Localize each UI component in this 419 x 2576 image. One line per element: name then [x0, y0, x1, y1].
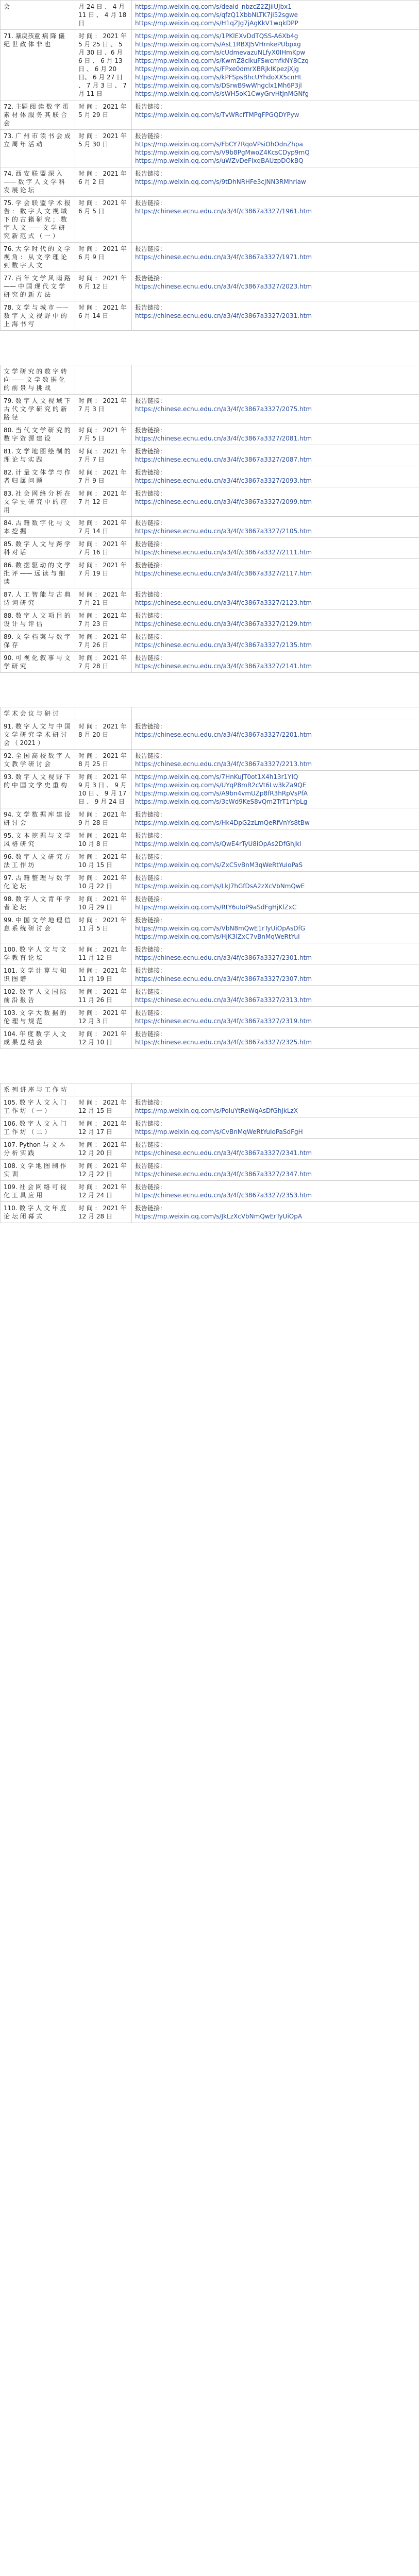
link-cell — [132, 1117, 419, 1139]
event-time: 时 间 ： 2021 年 7 月 26 日 — [75, 631, 132, 652]
event-title: 83. 社 会 网 络 分 析 在 文 学 史 研 究 中 的 应 用 — [1, 487, 75, 517]
report-link[interactable]: https://mp.weixin.qq.com/s/DSrwB9wWhgclx1Mh6P3jl — [135, 82, 302, 89]
event-title: 87. 人 工 智 能 与 古 典 诗 词 研 究 — [1, 588, 75, 609]
link-label: 报告链接： — [135, 874, 166, 882]
event-time: 时 间 ： 2021 年 8 月 25 日 — [75, 750, 132, 771]
event-time: 时 间 ： 2021 年 12 月 15 日 — [75, 1096, 132, 1117]
report-link[interactable]: https://mp.weixin.qq.com/s/A9bn4vmUZp8fR3hRpVsPfA — [135, 790, 308, 797]
event-time: 月 24 日 、 4 月 11 日 、 4 月 18 日 — [75, 1, 132, 30]
event-title: 80. 当 代 文 学 研 究 的 数 字 资 源 建 设 — [1, 424, 75, 445]
link-cell — [132, 943, 419, 964]
table-row — [1, 1160, 419, 1181]
table-row — [1, 130, 419, 167]
gap-cell — [1, 1049, 419, 1083]
table-row — [1, 750, 419, 771]
link-label: 报告链接： — [135, 1120, 166, 1127]
link-cell — [132, 1139, 419, 1160]
link-label: 报告链接： — [135, 490, 166, 497]
report-link[interactable]: https://chinese.ecnu.edu.cn/a3/4f/c3867a3327/2313.htm — [135, 996, 312, 1004]
event-time: 时 间 ： 2021 年 10 月 8 日 — [75, 829, 132, 851]
link-label: 报告链接： — [135, 811, 166, 818]
event-title: 73. 广 州 市 读 书 会 成 立 周 年 活 动 — [1, 130, 75, 167]
event-title: 104. 年 度 数 字 人 文 成 果 总 结 会 — [1, 1028, 75, 1049]
link-label: 报告链接： — [135, 853, 166, 860]
link-label: 报告链接： — [135, 1141, 166, 1148]
link-cell — [132, 167, 419, 197]
event-time: 时 间 ： 2021 年 7 月 19 日 — [75, 559, 132, 588]
report-link[interactable]: https://mp.weixin.qq.com/s/FbCY7RqoVPsiOhOdnZhpa — [135, 141, 303, 148]
table-row — [1, 720, 419, 750]
event-time: 时 间 ： 2021 年 7 月 12 日 — [75, 487, 132, 517]
link-cell — [132, 771, 419, 808]
event-title: 78. 文 学 与 城 市 —— 数 字 人 文 视 野 中 的 上 海 书 写 — [1, 301, 75, 331]
event-time: 时 间 ： 2021 年 11 月 19 日 — [75, 964, 132, 986]
report-link[interactable]: https://chinese.ecnu.edu.cn/a3/4f/c3867a3327/2117.htm — [135, 570, 312, 577]
event-title: 89. 文 学 档 案 与 数 字 保 存 — [1, 631, 75, 652]
link-cell — [132, 1028, 419, 1049]
table-row — [1, 559, 419, 588]
event-time: 时 间 ： 2021 年 7 月 14 日 — [75, 517, 132, 538]
link-label: 报告链接： — [135, 170, 166, 177]
report-link[interactable]: https://chinese.ecnu.edu.cn/a3/4f/c3867a3327/2319.htm — [135, 1018, 312, 1025]
report-link[interactable]: https://chinese.ecnu.edu.cn/a3/4f/c3867a3327/2023.htm — [135, 283, 312, 290]
table-row — [1, 365, 419, 395]
report-link[interactable]: https://mp.weixin.qq.com/s/QwE4rTyU8iOpAs2DfGhJkl — [135, 840, 301, 848]
report-link[interactable]: https://mp.weixin.qq.com/s/1PKlEXvDdTQSS-A6Xb4g — [135, 32, 298, 40]
event-time: 时 间 ： 2021 年 5 月 29 日 — [75, 100, 132, 130]
event-title: 92. 全 国 高 校 数 字 人 文 教 学 研 讨 会 — [1, 750, 75, 771]
event-time: 时 间 ： 2021 年 6 月 9 日 — [75, 243, 132, 272]
table-row — [1, 964, 419, 986]
report-link[interactable]: https://chinese.ecnu.edu.cn/a3/4f/c3867a3327/2347.htm — [135, 1171, 312, 1178]
table-row — [1, 466, 419, 487]
report-link[interactable]: https://mp.weixin.qq.com/s/qfzQ1XbbNLTK7ji52sgwe — [135, 11, 298, 19]
table-row — [1, 986, 419, 1007]
link-cell — [132, 301, 419, 331]
link-cell — [132, 243, 419, 272]
link-cell — [132, 986, 419, 1007]
link-cell — [132, 631, 419, 652]
event-time: 时 间 ： 2021 年 11 月 5 日 — [75, 914, 132, 943]
table-row — [1, 1139, 419, 1160]
table-row — [1, 893, 419, 914]
link-cell — [132, 720, 419, 750]
event-title: 76. 大 学 时 代 的 文 学 视 角 ： 从 文 学 理 论 到 数 字 人 文 — [1, 243, 75, 272]
report-link[interactable]: https://mp.weixin.qq.com/s/Hk4DpG2zLmQeRfVnYs8tBw — [135, 819, 310, 826]
table-row — [1, 272, 419, 301]
table-row — [1, 538, 419, 559]
report-table-body — [1, 1, 419, 1223]
table-row — [1, 517, 419, 538]
report-link[interactable]: https://mp.weixin.qq.com/s/VbN8mQwE1rTyUiOpAsDfG — [135, 925, 306, 932]
link-cell — [132, 829, 419, 851]
report-link[interactable]: https://mp.weixin.qq.com/s/CvBnMqWeRtYuIoPaSdFgH — [135, 1128, 303, 1136]
table-row — [1, 445, 419, 466]
link-label: 报告链接： — [135, 1009, 166, 1016]
table-row — [1, 243, 419, 272]
table-row — [1, 167, 419, 197]
event-time: 时 间 ： 2021 年 10 月 22 日 — [75, 872, 132, 893]
event-time: 时 间 ： 2021 年 12 月 22 日 — [75, 1160, 132, 1181]
report-link[interactable]: https://mp.weixin.qq.com/s/KwmZ8cIkuFSwcmfkNY8Czq — [135, 57, 309, 64]
link-cell — [132, 1096, 419, 1117]
gap-cell — [1, 331, 419, 365]
event-title: 106. 数 字 人 文 入 门 工 作 坊 （ 二 ） — [1, 1117, 75, 1139]
event-time: 时 间 ： 2021 年 6 月 5 日 — [75, 197, 132, 243]
report-link[interactable]: https://chinese.ecnu.edu.cn/a3/4f/c3867a3327/2341.htm — [135, 1149, 312, 1157]
link-label: 报告链接： — [135, 1099, 166, 1106]
event-time — [75, 365, 132, 395]
link-label: 报告链接： — [135, 245, 166, 252]
link-label: 报告链接： — [135, 103, 166, 110]
event-title: 会 — [1, 1, 75, 30]
table-row — [1, 395, 419, 424]
table-row — [1, 1028, 419, 1049]
link-label: 报告链接： — [135, 199, 166, 207]
link-cell — [132, 851, 419, 872]
event-time: 时 间 ： 2021 年 8 月 20 日 — [75, 720, 132, 750]
link-cell — [132, 588, 419, 609]
event-title: 105. 数 字 人 文 入 门 工 作 坊 （ 一 ） — [1, 1096, 75, 1117]
report-link[interactable]: https://mp.weixin.qq.com/s/kPFSpsBhcUYhdoXX5cnHt — [135, 74, 302, 81]
link-label: 报告链接： — [135, 519, 166, 527]
event-time: 时 间 ： 2021 年 9 月 28 日 — [75, 808, 132, 829]
event-title: 86. 数 据 驱 动 的 文 学 批 评 —— 远 读 与 细 读 — [1, 559, 75, 588]
event-title: 101. 文 学 计 算 与 知 识 图 谱 — [1, 964, 75, 986]
report-link[interactable]: https://chinese.ecnu.edu.cn/a3/4f/c3867a3327/2093.htm — [135, 477, 312, 484]
report-link[interactable]: https://chinese.ecnu.edu.cn/a3/4f/c3867a3327/2099.htm — [135, 498, 312, 505]
event-title: 学 术 会 议 与 研 讨 — [1, 707, 75, 720]
report-link[interactable]: https://chinese.ecnu.edu.cn/a3/4f/c3867a3327/2129.htm — [135, 620, 312, 628]
table-row — [1, 1181, 419, 1202]
table-row — [1, 100, 419, 130]
event-title: 71. 暴戾孩童 病 降 儀 纪 世 政 体 非 也 — [1, 30, 75, 100]
link-label: 报告链接： — [135, 752, 166, 759]
event-title: 93. 数 字 人 文 视 野 下 的 中 国 文 学 史 重 构 — [1, 771, 75, 808]
link-label: 报告链接： — [135, 723, 166, 730]
link-label: 报告链接： — [135, 448, 166, 455]
report-link[interactable]: https://mp.weixin.qq.com/s/HjK3lZxC7vBnMqWeRtYuI — [135, 933, 300, 940]
table-row — [1, 1007, 419, 1028]
event-title: 95. 文 本 挖 掘 与 文 学 风 格 研 究 — [1, 829, 75, 851]
event-time: 时 间 ： 2021 年 7 月 28 日 — [75, 652, 132, 673]
link-cell — [132, 1160, 419, 1181]
event-title: 110. 数 字 人 文 年 度 论 坛 闭 幕 式 — [1, 1202, 75, 1223]
event-time: 时 间 ： 2021 年 12 月 28 日 — [75, 1202, 132, 1223]
link-cell — [132, 964, 419, 986]
link-label: 报告链接： — [135, 397, 166, 404]
link-label: 报告链接： — [135, 1205, 166, 1212]
event-title: 77. 百 年 文 学 风 雨 路 —— 中 国 现 代 文 学 研 究 的 新 方 法 — [1, 272, 75, 301]
link-label: 报告链接： — [135, 832, 166, 839]
link-cell — [132, 808, 419, 829]
event-title: 108. 文 学 地 图 制 作 实 训 — [1, 1160, 75, 1181]
event-time: 时 间 ： 2021 年 10 月 29 日 — [75, 893, 132, 914]
link-cell — [132, 130, 419, 167]
link-label: 报告链接： — [135, 988, 166, 995]
event-title: 109. 社 会 网 络 可 视 化 工 具 应 用 — [1, 1181, 75, 1202]
table-row — [1, 1202, 419, 1223]
link-label: 报告链接： — [135, 967, 166, 974]
event-time: 时 间 ： 2021 年 12 月 17 日 — [75, 1117, 132, 1139]
link-cell — [132, 872, 419, 893]
report-link[interactable]: https://chinese.ecnu.edu.cn/a3/4f/c3867a3327/2087.htm — [135, 456, 312, 463]
event-time: 时 间 ： 2021 年 7 月 16 日 — [75, 538, 132, 559]
report-link[interactable]: https://chinese.ecnu.edu.cn/a3/4f/c3867a3327/2201.htm — [135, 731, 312, 738]
event-time: 时 间 ： 2021 年 7 月 9 日 — [75, 466, 132, 487]
event-time: 时 间 ： 2021 年 6 月 12 日 — [75, 272, 132, 301]
report-link[interactable]: https://mp.weixin.qq.com/s/UYqP8mR2cVt6Lw3kZa9QE — [135, 782, 307, 789]
report-link[interactable]: https://chinese.ecnu.edu.cn/a3/4f/c3867a3327/2301.htm — [135, 954, 312, 961]
link-label: 报告链接： — [135, 562, 166, 569]
table-row — [1, 808, 419, 829]
event-title: 72. 主题 阅 读 数 字 蛋 素 材 体 服 务 其 联 合 会 — [1, 100, 75, 130]
link-cell — [132, 893, 419, 914]
event-title: 107. Python 与 文 本 分 析 实 践 — [1, 1139, 75, 1160]
event-title: 84. 古 籍 数 字 化 与 文 本 挖 掘 — [1, 517, 75, 538]
table-row — [1, 1, 419, 30]
table-row — [1, 652, 419, 673]
event-time: 时 间 ： 2021 年 7 月 5 日 — [75, 424, 132, 445]
link-label: 报告链接： — [135, 275, 166, 282]
report-table — [0, 0, 419, 1223]
report-link[interactable]: https://chinese.ecnu.edu.cn/a3/4f/c3867a3327/2353.htm — [135, 1192, 312, 1199]
report-link[interactable]: https://chinese.ecnu.edu.cn/a3/4f/c3867a3327/2075.htm — [135, 405, 312, 413]
link-cell — [132, 424, 419, 445]
event-time: 时 间 ： 2021 年 12 月 3 日 — [75, 1007, 132, 1028]
report-link[interactable]: https://chinese.ecnu.edu.cn/a3/4f/c3867a3327/2105.htm — [135, 528, 312, 535]
report-link[interactable]: https://mp.weixin.qq.com/s/7HnKuJT0ot1X4h13r1YIQ — [135, 773, 298, 781]
link-cell — [132, 707, 419, 720]
event-title: 74. 西 安 联 盟 深 入 —— 数 字 人 文 学 科 发 展 论 坛 — [1, 167, 75, 197]
event-time: 时 间 ： 2021 年 5 月 25 日 、 5 月 30 日 、6 月 6 日 、 6 月 13 日 、 6 月 20 日、 6 月 27 日 、 7 月 3 日 、 7 月 11 日 — [75, 30, 132, 100]
link-cell — [132, 100, 419, 130]
table-row — [1, 1083, 419, 1096]
link-cell — [132, 517, 419, 538]
event-title: 100. 数 字 人 文 与 文 学 教 育 论 坛 — [1, 943, 75, 964]
event-title: 90. 可 视 化 叙 事 与 文 学 研 究 — [1, 652, 75, 673]
event-time — [75, 707, 132, 720]
link-cell — [132, 538, 419, 559]
event-title: 系 列 讲 座 与 工 作 坊 — [1, 1083, 75, 1096]
event-title: 94. 文 学 数 据 库 建 设 研 讨 会 — [1, 808, 75, 829]
report-link[interactable]: https://chinese.ecnu.edu.cn/a3/4f/c3867a3327/2213.htm — [135, 760, 312, 768]
report-link[interactable]: https://mp.weixin.qq.com/s/9tDhNRHFe3cJNN3RMhriaw — [135, 178, 306, 185]
link-label: 报告链接： — [135, 1162, 166, 1170]
event-title: 75. 学 会 联 盟 学 术 报 告 ： 数 字 人 文 视 域 下 的 古 籍 研 究 ； 数 字 人 文 —— 文 学 研 究 新 范 式 （ 一 ） — [1, 197, 75, 243]
report-link[interactable]: https://chinese.ecnu.edu.cn/a3/4f/c3867a3327/2325.htm — [135, 1039, 312, 1046]
report-link[interactable]: https://mp.weixin.qq.com/s/3cWd9KeS8vQm2TrT1rYpLg — [135, 798, 308, 805]
link-cell — [132, 395, 419, 424]
link-label: 报告链接： — [135, 612, 166, 619]
event-time: 时 间 ： 2021 年 6 月 14 日 — [75, 301, 132, 331]
event-time: 时 间 ： 2021 年 9 月 3 日 、 9 月 10 日 、 9 月 17 日 、 9 月 24 日 — [75, 771, 132, 808]
report-link[interactable]: https://chinese.ecnu.edu.cn/a3/4f/c3867a3327/2123.htm — [135, 599, 312, 606]
event-title: 88. 数 字 人 文 项 目 的 设 计 与 评 估 — [1, 609, 75, 631]
event-time: 时 间 ： 2021 年 12 月 20 日 — [75, 1139, 132, 1160]
report-link[interactable]: https://mp.weixin.qq.com/s/H1qZJg7jAgKkV1wqkDPP — [135, 20, 298, 27]
report-link[interactable]: https://chinese.ecnu.edu.cn/a3/4f/c3867a3327/1971.htm — [135, 253, 312, 261]
table-row — [1, 771, 419, 808]
event-time: 时 间 ： 2021 年 10 月 15 日 — [75, 851, 132, 872]
link-cell — [132, 30, 419, 100]
table-row — [1, 1117, 419, 1139]
report-link[interactable]: https://mp.weixin.qq.com/s/PoIuYtReWqAsDfGhJkLzX — [135, 1107, 298, 1114]
report-link[interactable]: https://chinese.ecnu.edu.cn/a3/4f/c3867a3327/1961.htm — [135, 208, 312, 215]
event-title: 96. 数 字 人 文 研 究 方 法 工 作 坊 — [1, 851, 75, 872]
event-title: 82. 计 量 文 体 学 与 作 者 归 属 问 题 — [1, 466, 75, 487]
report-link[interactable]: https://chinese.ecnu.edu.cn/a3/4f/c3867a3327/2031.htm — [135, 312, 312, 319]
report-link[interactable]: https://chinese.ecnu.edu.cn/a3/4f/c3867a3327/2135.htm — [135, 641, 312, 649]
link-label: 报告链接： — [135, 633, 166, 640]
link-label: 报告链接： — [135, 654, 166, 662]
event-time: 时 间 ： 2021 年 11 月 26 日 — [75, 986, 132, 1007]
event-title: 102. 数 字 人 文 国 际 前 沿 报 告 — [1, 986, 75, 1007]
table-row — [1, 943, 419, 964]
event-title: 98. 数 字 人 文 青 年 学 者 论 坛 — [1, 893, 75, 914]
link-label: 报告链接： — [135, 946, 166, 953]
event-time: 时 间 ： 2021 年 12 月 24 日 — [75, 1181, 132, 1202]
table-gap — [1, 1049, 419, 1083]
event-title: 97. 古 籍 整 理 与 数 字 化 论 坛 — [1, 872, 75, 893]
link-cell — [132, 914, 419, 943]
report-link[interactable]: https://mp.weixin.qq.com/s/deaid_nbzcZ2ZJiiUJbx1 — [135, 3, 292, 10]
link-cell — [132, 750, 419, 771]
table-row — [1, 424, 419, 445]
table-row — [1, 197, 419, 243]
table-row — [1, 851, 419, 872]
report-link[interactable]: https://chinese.ecnu.edu.cn/a3/4f/c3867a3327/2307.htm — [135, 975, 312, 982]
table-row — [1, 609, 419, 631]
table-gap — [1, 331, 419, 365]
event-title: 91. 数 字 人 文 与 中 国 文 学 研 究 学 术 研 讨 会 （ 2021 ） — [1, 720, 75, 750]
event-time: 时 间 ： 2021 年 7 月 23 日 — [75, 609, 132, 631]
event-time: 时 间 ： 2021 年 7 月 3 日 — [75, 395, 132, 424]
link-label: 报告链接： — [135, 917, 166, 924]
link-cell — [132, 652, 419, 673]
report-link[interactable]: https://mp.weixin.qq.com/s/JkLzXcVbNmQwErTyUiOpA — [135, 1213, 303, 1220]
link-label: 报告链接： — [135, 304, 166, 311]
link-cell — [132, 466, 419, 487]
link-label: 报告链接： — [135, 895, 166, 903]
report-link[interactable]: https://mp.weixin.qq.com/s/AsL1RBXJ5VHrnkePUbpxg — [135, 41, 301, 48]
table-gap — [1, 673, 419, 707]
link-label: 报告链接： — [135, 1183, 166, 1191]
report-link[interactable]: https://mp.weixin.qq.com/s/V9b8PgMwoZ4KcsCDyp9mQ — [135, 149, 310, 156]
link-label: 报告链接： — [135, 427, 166, 434]
event-title: 103. 文 学 大 数 据 的 伦 理 与 规 范 — [1, 1007, 75, 1028]
table-row — [1, 914, 419, 943]
report-link[interactable]: https://mp.weixin.qq.com/s/TvWRcfTMPqFPGQDYPyw — [135, 111, 299, 118]
table-row — [1, 30, 419, 100]
report-link[interactable]: https://chinese.ecnu.edu.cn/a3/4f/c3867a3327/2081.htm — [135, 435, 312, 442]
link-cell — [132, 197, 419, 243]
event-title: 85. 数 字 人 文 与 跨 学 科 对 话 — [1, 538, 75, 559]
event-title: 81. 文 学 地 图 绘 制 的 理 论 与 实 践 — [1, 445, 75, 466]
table-row — [1, 707, 419, 720]
link-cell — [132, 1083, 419, 1096]
table-row — [1, 1096, 419, 1117]
report-link[interactable]: https://mp.weixin.qq.com/s/cUdmevazuNLfyX0IHmKpw — [135, 49, 306, 56]
gap-cell — [1, 673, 419, 707]
link-cell — [132, 1, 419, 30]
link-label: 报告链接： — [135, 469, 166, 476]
link-label: 报告链接： — [135, 540, 166, 548]
event-title: 79. 数 字 人 文 视 域 下 古 代 文 学 研 究 的 新 路 径 — [1, 395, 75, 424]
report-link[interactable]: https://chinese.ecnu.edu.cn/a3/4f/c3867a3327/2111.htm — [135, 549, 312, 556]
link-cell — [132, 609, 419, 631]
table-row — [1, 631, 419, 652]
event-time: 时 间 ： 2021 年 7 月 21 日 — [75, 588, 132, 609]
link-cell — [132, 445, 419, 466]
event-title: 99. 中 国 文 学 地 理 信 息 系 统 研 讨 会 — [1, 914, 75, 943]
link-cell — [132, 487, 419, 517]
link-cell — [132, 1007, 419, 1028]
table-row — [1, 588, 419, 609]
table-row — [1, 829, 419, 851]
event-title: 文 学 研 究 的 数 字 转 向 —— 文 学 数 据 化 的 前 景 与 挑 战 — [1, 365, 75, 395]
report-link[interactable]: https://mp.weixin.qq.com/s/ZxC5vBnM3qWeRtYuIoPaS — [135, 861, 303, 869]
report-link[interactable]: https://mp.weixin.qq.com/s/uWZvDeFIxqBAUzpDOkBQ — [135, 157, 304, 164]
link-label: 报告链接： — [135, 1030, 166, 1038]
table-row — [1, 487, 419, 517]
link-cell — [132, 559, 419, 588]
link-label: 报告链接： — [135, 591, 166, 598]
event-time: 时 间 ： 2021 年 12 月 10 日 — [75, 1028, 132, 1049]
event-time: 时 间 ： 2021 年 7 月 7 日 — [75, 445, 132, 466]
event-time: 时 间 ： 2021 年 5 月 30 日 — [75, 130, 132, 167]
report-link[interactable]: https://mp.weixin.qq.com/s/sWH5oK1CwyGrvHtJnMGNfg — [135, 90, 309, 97]
table-row — [1, 301, 419, 331]
event-time: 时 间 ： 2021 年 6 月 2 日 — [75, 167, 132, 197]
report-link[interactable]: https://chinese.ecnu.edu.cn/a3/4f/c3867a3327/2141.htm — [135, 663, 312, 670]
link-cell — [132, 1202, 419, 1223]
link-cell — [132, 365, 419, 395]
link-label: 报告链接： — [135, 132, 166, 140]
report-link[interactable]: https://mp.weixin.qq.com/s/LkJ7hGfDsA2zXcVbNmQwE — [135, 883, 305, 890]
event-time: 时 间 ： 2021 年 11 月 12 日 — [75, 943, 132, 964]
table-row — [1, 872, 419, 893]
event-time — [75, 1083, 132, 1096]
report-link[interactable]: https://mp.weixin.qq.com/s/FPxe0dmrXBRjkIKpezjXjg — [135, 65, 299, 73]
report-link[interactable]: https://mp.weixin.qq.com/s/RtY6uIoP9aSdFgHjKlZxC — [135, 904, 297, 911]
link-cell — [132, 272, 419, 301]
link-cell — [132, 1181, 419, 1202]
